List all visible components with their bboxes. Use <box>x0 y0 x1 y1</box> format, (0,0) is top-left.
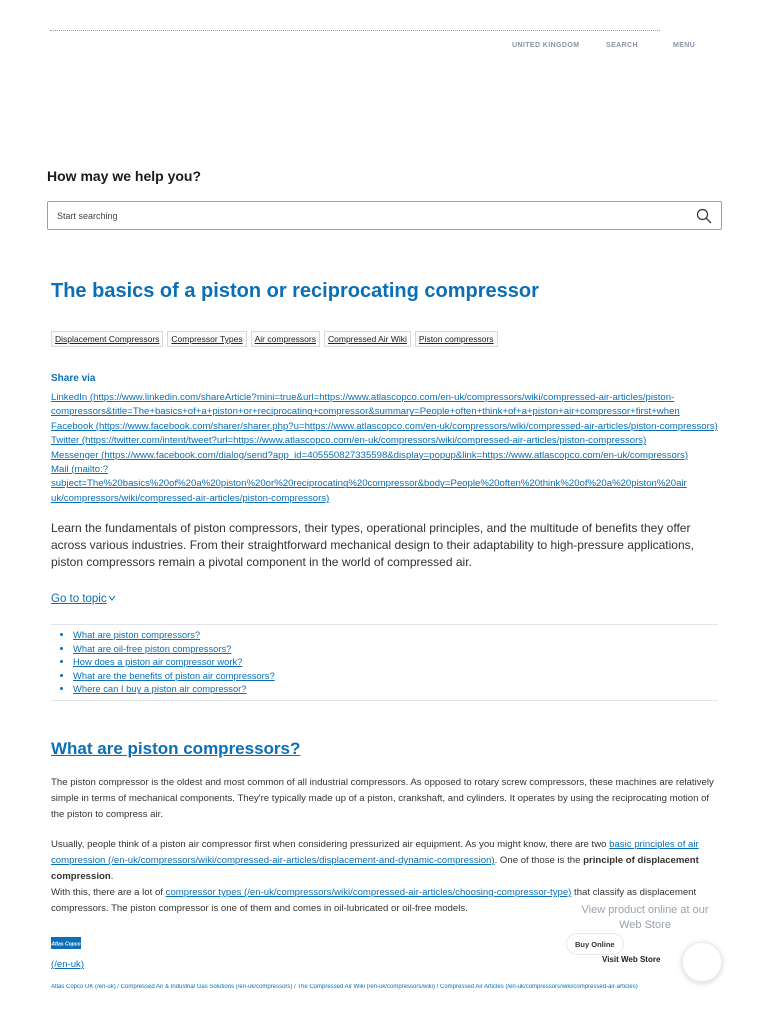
toc-item[interactable] <box>73 628 718 642</box>
tag-piston-compressors[interactable]: Piston compressors <box>415 331 498 347</box>
basic-principles-link[interactable]: basic principles of air compression (/en-uk/compressors/wiki/compressed-air-articles/displacement-and-dynamic-compression) <box>51 839 699 866</box>
toc-link[interactable]: What are piston compressors? <box>73 629 201 640</box>
search-box <box>47 201 722 230</box>
chevron-down-icon <box>108 594 116 602</box>
toc-item[interactable] <box>73 655 718 669</box>
share-mail-link-cont[interactable]: subject=The%20basics%20of%20a%20piston%20or%20reciprocating%20compressor&body=People%20often%20think%20of%20a%20piston%20air <box>51 478 687 490</box>
share-twitter-link[interactable]: Twitter (https://twitter.com/intent/tweet?url=https://www.atlascopco.com/en-uk/compressors/wiki/compressed-air-articles/piston-compressors) <box>51 435 647 447</box>
region-selector[interactable]: UNITED KINGDOM <box>512 42 580 49</box>
buy-online-button[interactable]: Buy Online <box>566 933 624 955</box>
toc-item[interactable] <box>73 669 718 683</box>
share-facebook-link[interactable]: Facebook (https://www.facebook.com/sharer/sharer.php?u=https://www.atlascopco.com/en-uk/compressors/wiki/compressed-air-articles/piston-compressors) <box>51 420 718 432</box>
share-label: Share via <box>51 373 96 384</box>
share-links <box>51 391 733 506</box>
p3-text-b: that classify as displacement compressors. The piston compressor is one of them and comes in oil-lubricated or oil-free models. <box>51 887 697 914</box>
page-title: The basics of a piston or reciprocating compressor <box>51 280 539 302</box>
share-messenger-link[interactable]: Messenger (https://www.facebook.com/dialog/send?app_id=405550827335598&display=popup&link=https://www.atlascopco.com/en-uk/compressors) <box>51 449 689 461</box>
tag-displacement-compressors[interactable]: Displacement Compressors <box>51 331 163 347</box>
compressor-types-link[interactable]: compressor types (/en-uk/compressors/wiki/compressed-air-articles/choosing-compressor-type) <box>165 887 572 898</box>
atlas-copco-logo[interactable] <box>51 937 81 949</box>
footer-home-link[interactable]: (/en-uk) <box>51 959 85 970</box>
share-mail-link[interactable]: Mail (mailto:? <box>51 464 109 476</box>
search-icon[interactable] <box>696 208 712 224</box>
section-title[interactable]: What are piston compressors? <box>51 739 301 758</box>
goto-topic-link[interactable] <box>51 593 116 605</box>
tag-compressor-types[interactable]: Compressor Types <box>167 331 246 347</box>
visit-web-store-button[interactable]: Visit Web Store <box>602 955 661 964</box>
tag-list <box>51 331 498 347</box>
goto-topic-label: Go to topic <box>51 593 107 605</box>
help-heading: How may we help you? <box>47 168 202 184</box>
share-mail-link-end[interactable]: uk/compressors/wiki/compressed-air-articles/piston-compressors) <box>51 492 330 504</box>
share-linkedin-link-cont[interactable]: compressors&title=The+basics+of+a+piston+or+reciprocating+compressor&summary=People+often+think+of+a+piston+air+compressor+first+when <box>51 406 680 418</box>
toc-link[interactable]: Where can I buy a piston air compressor? <box>73 683 247 695</box>
header-menu-button[interactable]: MENU <box>673 42 696 49</box>
p2-text-b: . One of those is the <box>494 855 584 866</box>
p2-bold-text: principle of displacement compression <box>51 855 699 882</box>
intro-paragraph: Learn the fundamentals of piston compressors, their types, operational principles, and the multitude of benefits they offer across various industries. From their straightforward mechanical design to their adaptability to high-pressure applications, piston compressors remain a pivotal component in the world of compressed air. <box>51 521 694 569</box>
toc-link[interactable]: What are the benefits of piston air compressors? <box>73 669 275 681</box>
body-paragraph-1: The piston compressor is the oldest and most common of all industrial compressors. As opposed to rotary screw compressors, these machines are relatively simple in terms of mechanical components. They're typically made up of a piston, crankshaft, and cylinders. It operates by using the reciprocating motion of the piston to compress air. <box>51 777 714 820</box>
search-input[interactable] <box>57 211 677 221</box>
toc-item[interactable] <box>73 682 718 696</box>
webstore-overlay-text: View product online at our Web Store <box>581 904 709 931</box>
topic-list <box>51 624 718 701</box>
header-search-button[interactable]: SEARCH <box>606 42 638 49</box>
tag-air-compressors[interactable]: Air compressors <box>251 331 320 347</box>
logo-text: Atlas Copco <box>51 941 81 948</box>
share-linkedin-link[interactable]: LinkedIn (https://www.linkedin.com/shareArticle?mini=true&url=https://www.atlascopco.com/en-uk/compressors/wiki/compressed-air-articles/piston- <box>51 392 675 403</box>
p2-text-c: . <box>110 871 114 882</box>
toc-link[interactable]: What are oil-free piston compressors? <box>73 642 232 654</box>
p3-text-a: With this, there are a lot of <box>51 887 166 898</box>
tag-compressed-air-wiki[interactable]: Compressed Air Wiki <box>324 331 411 347</box>
top-link-strip <box>50 30 660 36</box>
toc-link[interactable]: How does a piston air compressor work? <box>73 656 243 668</box>
breadcrumb[interactable]: Atlas Copco UK (/en-uk) / Compressed Air & Industrial Gas Solutions (/en-uk/compressors) / The Compressed Air Wiki (/en-uk/compressors/wiki) / Compressed Air Articles (/en-uk/compressors/wiki/compressed-air-articles) <box>51 984 638 990</box>
body-paragraph-2 <box>51 837 721 885</box>
toc-item[interactable] <box>73 642 718 656</box>
p2-text-a: Usually, people think of a piston air compressor first when considering pressurized air equipment. As you might know, there are two <box>51 839 610 850</box>
webstore-fab-button[interactable] <box>682 942 722 982</box>
